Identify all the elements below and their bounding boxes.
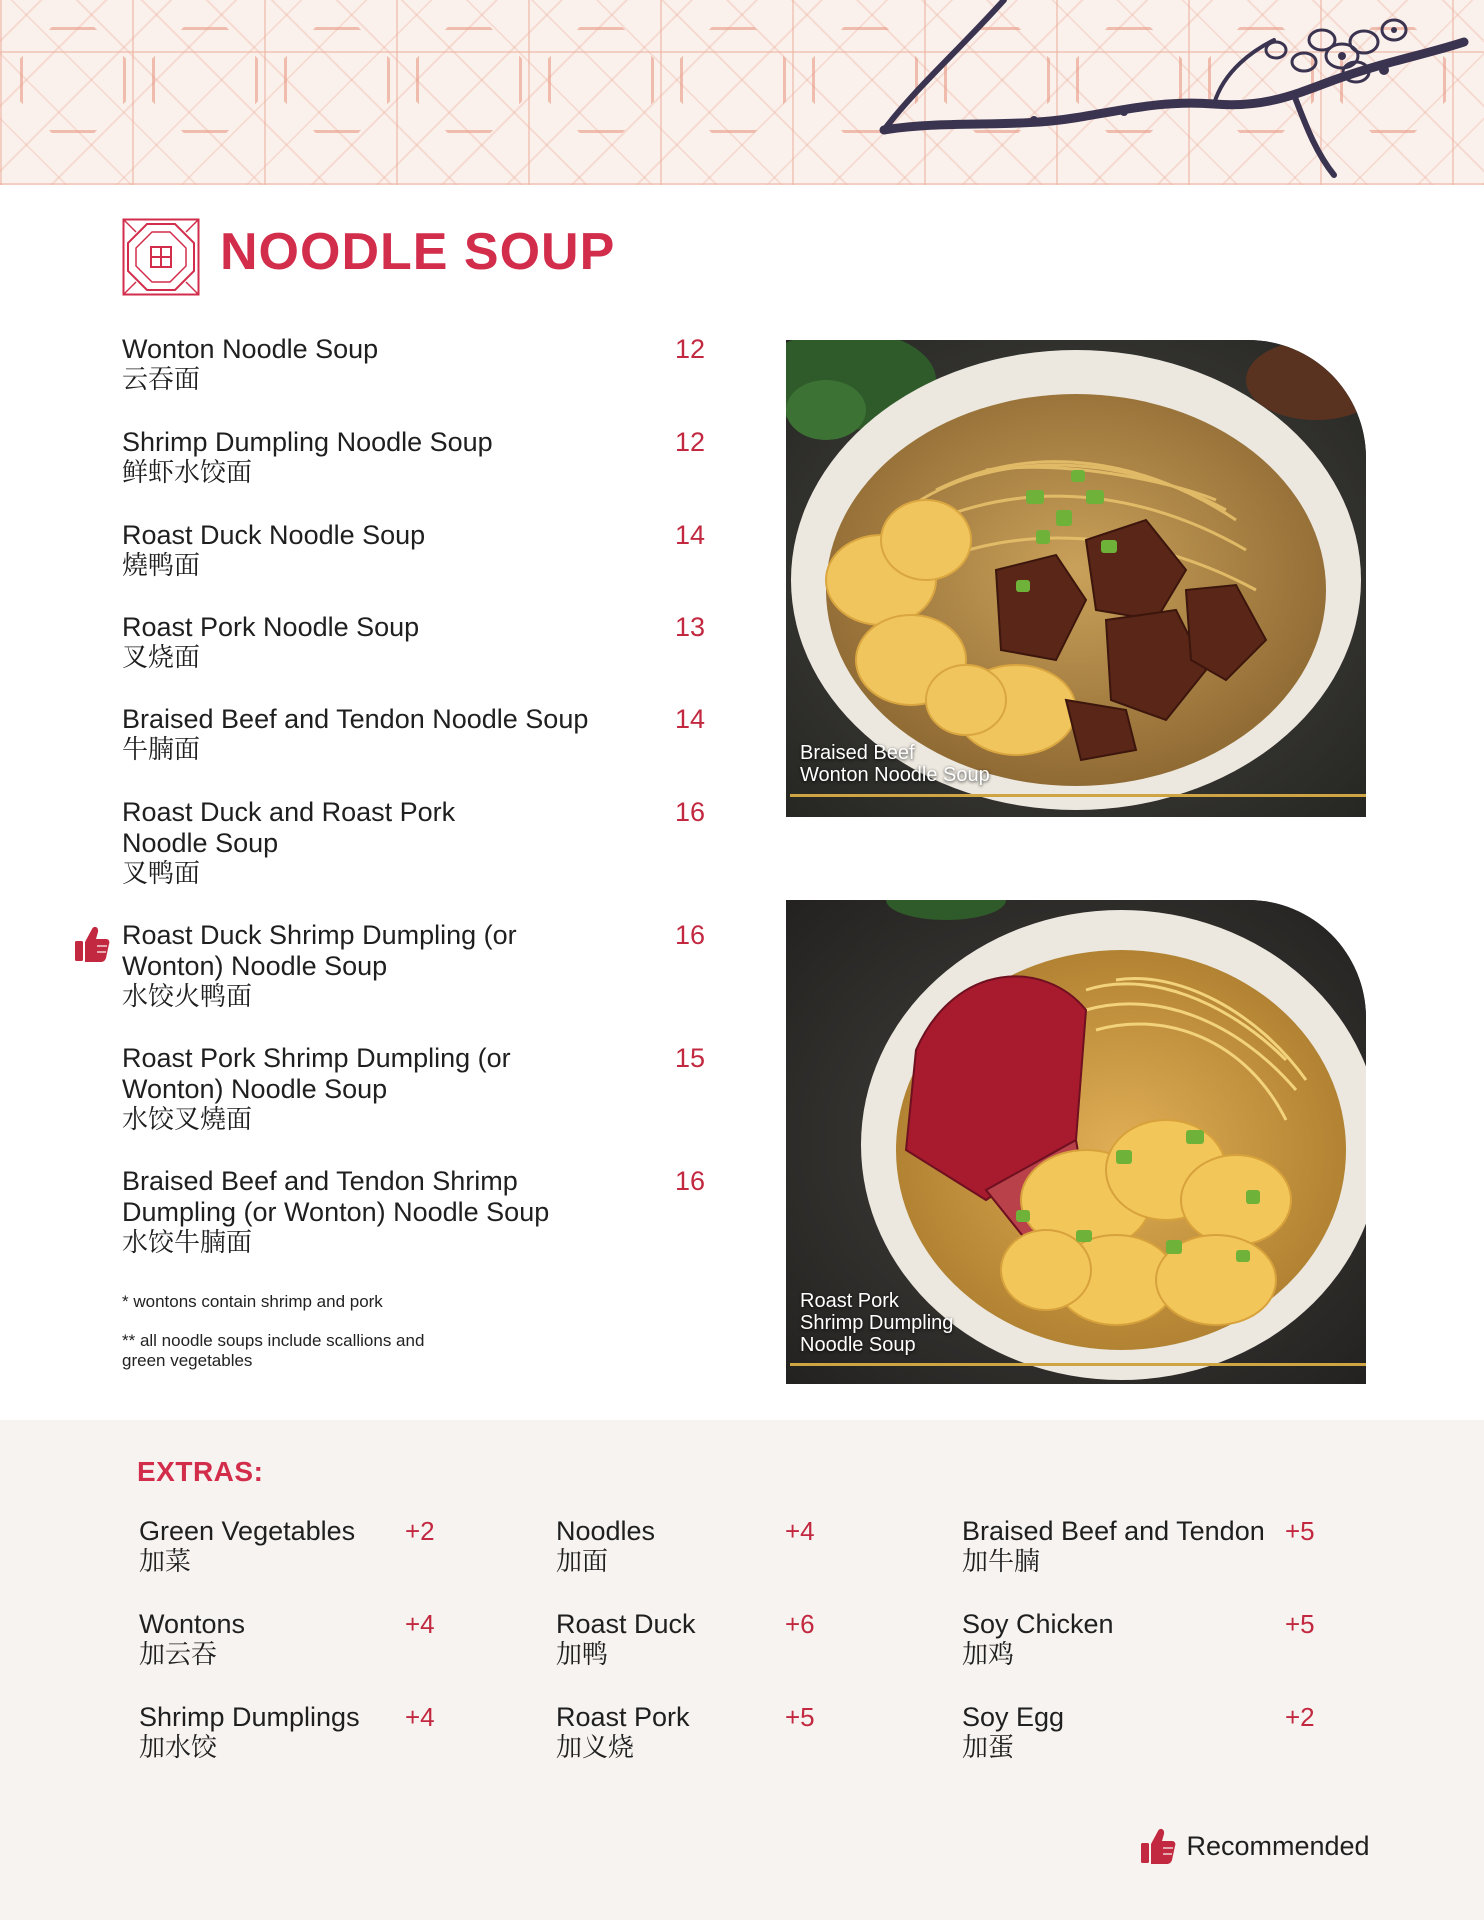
item-name: Roast Pork Shrimp Dumpling (or Wonton) Noodle Soup xyxy=(122,1043,511,1104)
lattice-motif xyxy=(284,27,390,133)
item-name: Shrimp Dumpling Noodle Soup xyxy=(122,427,493,457)
item-price: 14 xyxy=(675,520,706,550)
menu-item xyxy=(122,1166,712,1258)
item-chinese-name: 水饺牛腩面 xyxy=(122,1228,253,1258)
menu-item xyxy=(122,704,712,765)
extra-name: Noodles xyxy=(556,1516,656,1546)
item-chinese-name: 云吞面 xyxy=(122,365,201,395)
lattice-emblem-icon xyxy=(122,218,200,296)
extra-price: +5 xyxy=(1285,1609,1315,1639)
gold-rule xyxy=(790,1363,1366,1366)
item-chinese-name: 叉烧面 xyxy=(122,643,201,673)
item-chinese-name: 水饺叉燒面 xyxy=(122,1105,253,1135)
extra-item xyxy=(962,1609,1322,1670)
plum-blossom-branch-illustration xyxy=(864,0,1484,185)
item-price: 16 xyxy=(675,1166,706,1196)
item-price: 16 xyxy=(675,797,706,827)
item-name: Wonton Noodle Soup xyxy=(122,334,379,364)
item-chinese-name: 牛腩面 xyxy=(122,735,201,765)
extra-item xyxy=(139,1609,439,1670)
item-price: 16 xyxy=(675,920,706,950)
extra-item xyxy=(962,1702,1322,1763)
footnote: ** all noodle soups include scallions and green vegetables xyxy=(122,1331,425,1370)
extra-price: +4 xyxy=(405,1609,435,1639)
lattice-motif xyxy=(416,27,522,133)
menu-item-recommended xyxy=(122,920,712,1012)
decorative-banner xyxy=(0,0,1484,185)
extra-item xyxy=(556,1516,856,1577)
extra-name: Soy Egg xyxy=(962,1702,1065,1732)
extra-chinese-name: 加蛋 xyxy=(962,1733,1015,1763)
extra-price: +2 xyxy=(1285,1702,1315,1732)
extra-name: Shrimp Dumplings xyxy=(139,1702,360,1732)
extra-chinese-name: 加云吞 xyxy=(139,1640,218,1670)
item-name: Roast Pork Noodle Soup xyxy=(122,612,420,642)
menu-item xyxy=(122,612,712,673)
extra-chinese-name: 加鸭 xyxy=(556,1640,609,1670)
extra-price: +2 xyxy=(405,1516,435,1546)
item-name: Roast Duck Noodle Soup xyxy=(122,520,426,550)
extra-price: +4 xyxy=(405,1702,435,1732)
extra-name: Braised Beef and Tendon xyxy=(962,1516,1265,1546)
lattice-motif xyxy=(20,27,126,133)
extra-item xyxy=(139,1702,439,1763)
recommended-legend xyxy=(1140,1826,1370,1866)
legend-label: Recommended xyxy=(1186,1830,1370,1861)
item-name: Roast Duck and Roast Pork Noodle Soup xyxy=(122,797,456,858)
extra-name: Wontons xyxy=(139,1609,246,1639)
item-name: Braised Beef and Tendon Shrimp Dumpling (or Wonton) Noodle Soup xyxy=(122,1166,550,1227)
extra-price: +4 xyxy=(785,1516,815,1546)
item-price: 12 xyxy=(675,427,706,457)
extra-name: Roast Duck xyxy=(556,1609,696,1639)
item-price: 12 xyxy=(675,334,706,364)
menu-item xyxy=(122,520,712,581)
extra-chinese-name: 加鸡 xyxy=(962,1640,1015,1670)
item-chinese-name: 水饺火鸭面 xyxy=(122,982,253,1012)
food-photo xyxy=(786,900,1366,1384)
menu-item xyxy=(122,334,712,395)
extra-name: Soy Chicken xyxy=(962,1609,1114,1639)
extra-item xyxy=(139,1516,439,1577)
extra-item xyxy=(556,1609,856,1670)
item-chinese-name: 燒鸭面 xyxy=(122,551,201,581)
item-chinese-name: 鲜虾水饺面 xyxy=(122,458,253,488)
extra-item xyxy=(962,1516,1322,1577)
lattice-motif xyxy=(680,27,786,133)
extra-name: Roast Pork xyxy=(556,1702,690,1732)
thumbs-up-icon xyxy=(1140,1826,1176,1866)
extra-chinese-name: 加菜 xyxy=(139,1547,192,1577)
item-price: 14 xyxy=(675,704,706,734)
extra-chinese-name: 加水饺 xyxy=(139,1733,218,1763)
extra-price: +5 xyxy=(1285,1516,1315,1546)
item-price: 13 xyxy=(675,612,706,642)
menu-item xyxy=(122,427,712,488)
extra-chinese-name: 加面 xyxy=(556,1547,609,1577)
food-photo xyxy=(786,340,1366,817)
extra-price: +6 xyxy=(785,1609,815,1639)
menu-item xyxy=(122,1043,712,1135)
thumbs-up-icon xyxy=(74,924,110,964)
extra-chinese-name: 加义烧 xyxy=(556,1733,635,1763)
photo-caption: Roast Pork Shrimp Dumpling Noodle Soup xyxy=(800,1290,954,1356)
extra-item xyxy=(556,1702,856,1763)
lattice-motif xyxy=(152,27,258,133)
extra-price: +5 xyxy=(785,1702,815,1732)
item-price: 15 xyxy=(675,1043,706,1073)
item-chinese-name: 叉鸭面 xyxy=(122,859,201,889)
menu-item xyxy=(122,797,712,889)
extra-chinese-name: 加牛腩 xyxy=(962,1547,1041,1577)
gold-rule xyxy=(790,794,1366,797)
item-name: Roast Duck Shrimp Dumpling (or Wonton) Noodle Soup xyxy=(122,920,517,981)
footnote: * wontons contain shrimp and pork xyxy=(122,1292,383,1311)
extras-title: EXTRAS: xyxy=(137,1456,264,1487)
photo-caption: Braised Beef Wonton Noodle Soup xyxy=(800,742,990,786)
item-name: Braised Beef and Tendon Noodle Soup xyxy=(122,704,589,734)
lattice-motif xyxy=(548,27,654,133)
extra-name: Green Vegetables xyxy=(139,1516,356,1546)
section-title: NOODLE SOUP xyxy=(220,223,616,281)
